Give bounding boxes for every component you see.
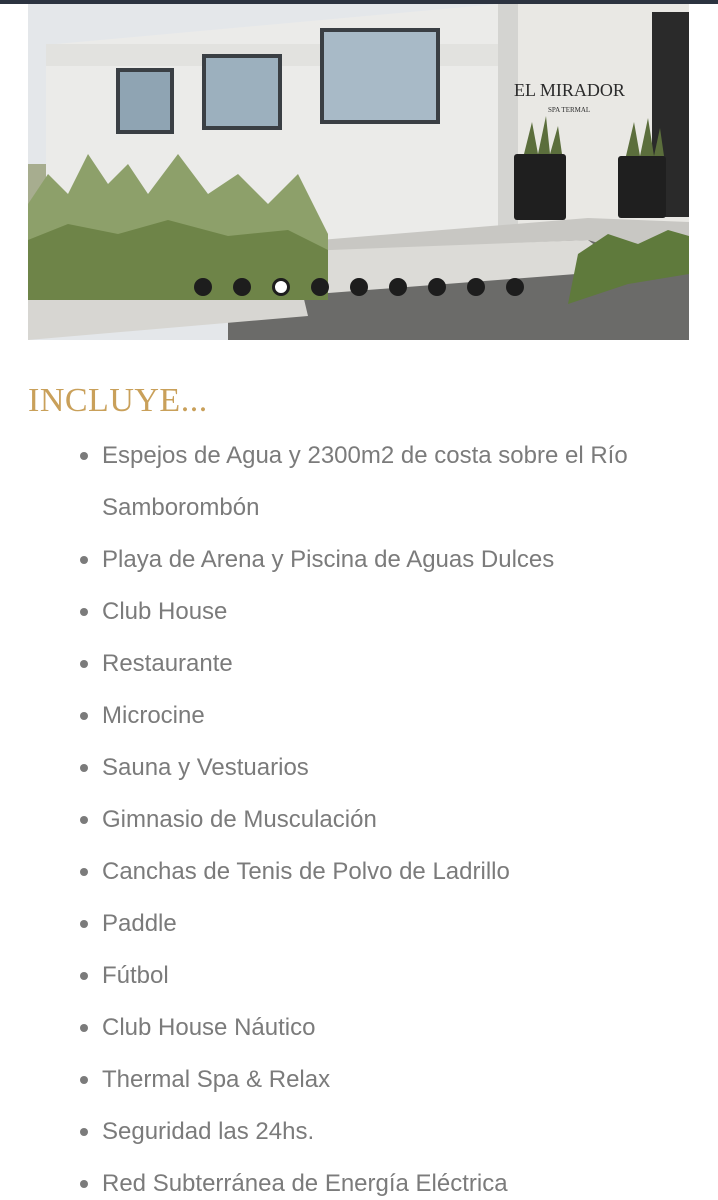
amenity-label: Gimnasio de Musculación bbox=[102, 806, 377, 833]
slider-dot[interactable] bbox=[233, 278, 251, 296]
bullet-icon bbox=[80, 452, 88, 460]
amenity-label: Club House bbox=[102, 598, 228, 625]
bullet-icon bbox=[80, 1180, 88, 1188]
bullet-icon bbox=[80, 1076, 88, 1084]
amenity-item bbox=[102, 898, 682, 950]
amenity-label: Fútbol bbox=[102, 962, 169, 989]
amenity-item bbox=[102, 846, 682, 898]
slider-dot[interactable] bbox=[194, 278, 212, 296]
amenity-item bbox=[102, 1054, 682, 1106]
amenity-item bbox=[102, 742, 682, 794]
amenities-list bbox=[102, 430, 682, 1200]
amenity-label: Club House Náutico bbox=[102, 1014, 316, 1041]
amenity-item bbox=[102, 1002, 682, 1054]
bullet-icon bbox=[80, 868, 88, 876]
amenity-item bbox=[102, 586, 682, 638]
slider-dot[interactable] bbox=[311, 278, 329, 296]
amenity-label: Microcine bbox=[102, 702, 205, 729]
amenity-item bbox=[102, 1158, 682, 1200]
bullet-icon bbox=[80, 920, 88, 928]
amenity-item bbox=[102, 430, 682, 534]
amenity-item bbox=[102, 1106, 682, 1158]
amenity-label: Thermal Spa & Relax bbox=[102, 1066, 331, 1093]
amenity-item bbox=[102, 950, 682, 1002]
bullet-icon bbox=[80, 712, 88, 720]
slider-dot[interactable] bbox=[428, 278, 446, 296]
amenity-label: Sauna y Vestuarios bbox=[102, 754, 309, 781]
amenity-label: Playa de Arena y Piscina de Aguas Dulces bbox=[102, 546, 555, 573]
amenity-label: Canchas de Tenis de Polvo de Ladrillo bbox=[102, 858, 510, 885]
amenity-item bbox=[102, 638, 682, 690]
bullet-icon bbox=[80, 972, 88, 980]
bullet-icon bbox=[80, 556, 88, 564]
slider-dot[interactable] bbox=[506, 278, 524, 296]
slider-dot-active[interactable] bbox=[272, 278, 290, 296]
slider-dots bbox=[28, 278, 689, 298]
slider-dot[interactable] bbox=[350, 278, 368, 296]
slider-dot[interactable] bbox=[467, 278, 485, 296]
bullet-icon bbox=[80, 608, 88, 616]
amenity-label: Espejos de Agua y 2300m2 de costa sobre el Río Samborombón bbox=[102, 442, 628, 521]
amenity-label: Paddle bbox=[102, 910, 177, 937]
bullet-icon bbox=[80, 1128, 88, 1136]
section-title: INCLUYE... bbox=[28, 382, 208, 419]
bullet-icon bbox=[80, 1024, 88, 1032]
slider-dot[interactable] bbox=[389, 278, 407, 296]
amenity-item bbox=[102, 534, 682, 586]
sign-subtitle: SPA TERMAL bbox=[548, 106, 591, 114]
amenity-item bbox=[102, 690, 682, 742]
sign-title: EL MIRADOR bbox=[514, 80, 625, 100]
amenity-item bbox=[102, 794, 682, 846]
amenity-label: Seguridad las 24hs. bbox=[102, 1118, 315, 1145]
bullet-icon bbox=[80, 660, 88, 668]
bullet-icon bbox=[80, 816, 88, 824]
hero-slider[interactable] bbox=[28, 4, 689, 340]
amenity-label: Red Subterránea de Energía Eléctrica bbox=[102, 1170, 508, 1197]
bullet-icon bbox=[80, 764, 88, 772]
amenity-label: Restaurante bbox=[102, 650, 233, 677]
